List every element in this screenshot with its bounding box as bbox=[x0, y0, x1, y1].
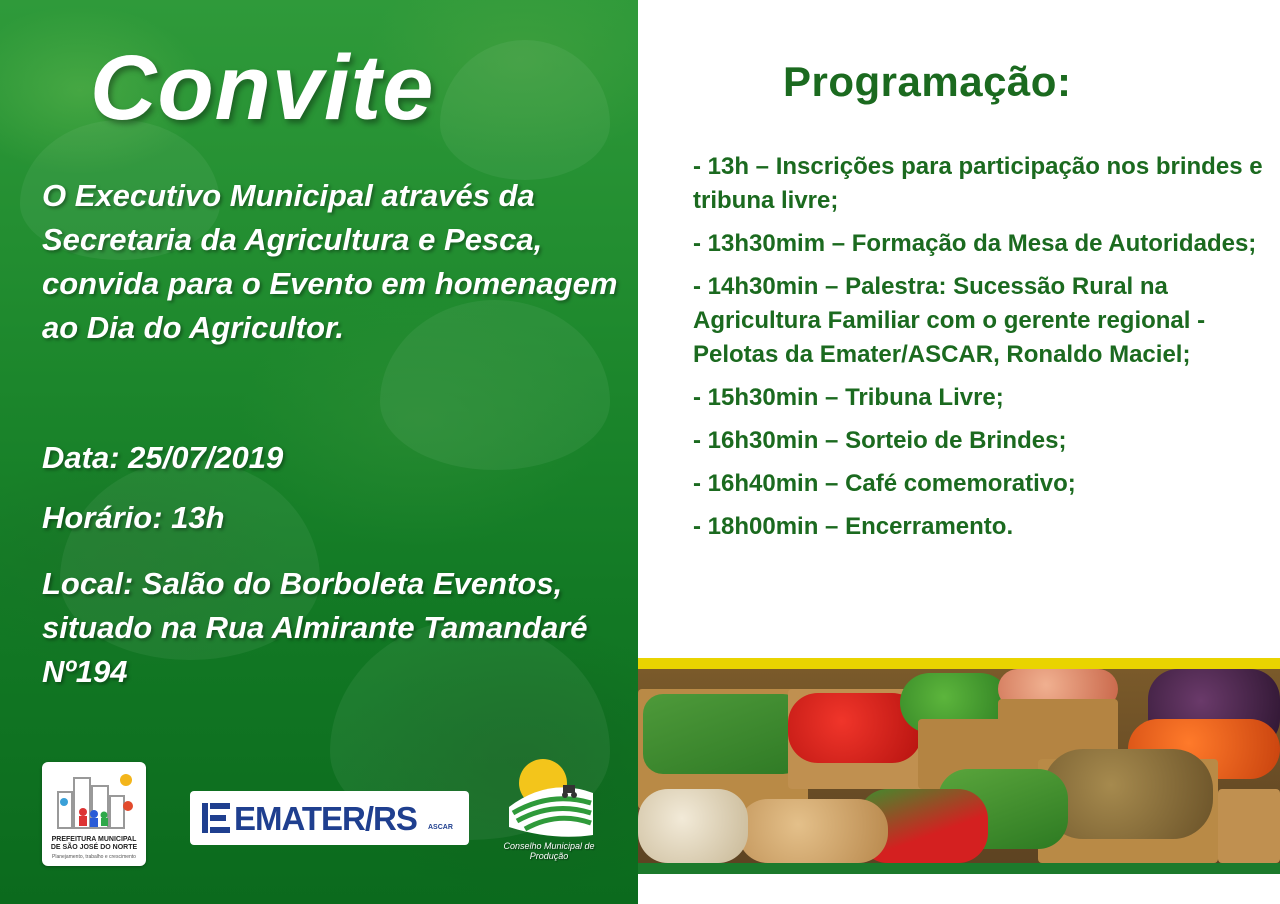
event-time: Horário: 13h bbox=[42, 500, 225, 535]
program-item: - 16h30min – Sorteio de Brindes; bbox=[693, 427, 1067, 454]
prefeitura-slogan: Planejamento, trabalho e crescimento bbox=[52, 854, 136, 860]
program-item: - 15h30min – Tribuna Livre; bbox=[693, 384, 1004, 411]
prefeitura-name: PREFEITURA MUNICIPAL DE SÃO JOSÉ DO NORTE bbox=[50, 836, 138, 851]
green-beans bbox=[643, 694, 803, 774]
yellow-divider bbox=[638, 658, 1280, 669]
city-buildings-icon bbox=[50, 768, 138, 836]
emater-mark-icon bbox=[202, 803, 230, 833]
kiwis bbox=[1043, 749, 1213, 839]
program-item: - 18h00min – Encerramento. bbox=[693, 513, 1014, 540]
garlic bbox=[638, 789, 748, 863]
farm-field-icon bbox=[503, 757, 595, 841]
prefeitura-logo bbox=[42, 762, 146, 866]
ginger bbox=[738, 799, 888, 863]
background-leaf bbox=[440, 40, 610, 180]
conselho-logo bbox=[503, 757, 595, 867]
green-divider bbox=[638, 863, 1280, 874]
emater-logo bbox=[190, 791, 469, 845]
invitation-intro: O Executivo Municipal através da Secretaria da Agricultura e Pesca, convida para o Evento em homenagem ao Dia do Agricultor. bbox=[42, 178, 618, 345]
invitation-title: Convite bbox=[90, 37, 435, 139]
event-location: Local: Salão do Borboleta Eventos, situado na Rua Almirante Tamandaré Nº194 bbox=[42, 566, 588, 689]
vegetable-market-image bbox=[638, 669, 1280, 863]
program-title: Programação: bbox=[783, 58, 1072, 105]
program-list bbox=[693, 150, 1263, 553]
invitation-panel bbox=[0, 0, 638, 904]
ascar-wordmark: ASCAR bbox=[428, 824, 453, 831]
emater-wordmark: EMATER/RS bbox=[234, 800, 417, 837]
program-item: - 14h30min – Palestra: Sucessão Rural na Agricultura Familiar com o gerente regional -Pelotas da Emater/ASCAR, Ronaldo Maciel; bbox=[693, 273, 1206, 368]
conselho-name: Conselho Municipal de Produção bbox=[503, 841, 595, 861]
program-item: - 13h30mim – Formação da Mesa de Autoridades; bbox=[693, 230, 1257, 257]
program-item: - 13h – Inscrições para participação nos brindes e tribuna livre; bbox=[693, 153, 1263, 214]
event-date: Data: 25/07/2019 bbox=[42, 440, 284, 475]
crate bbox=[1218, 789, 1280, 863]
program-item: - 16h40min – Café comemorativo; bbox=[693, 470, 1076, 497]
